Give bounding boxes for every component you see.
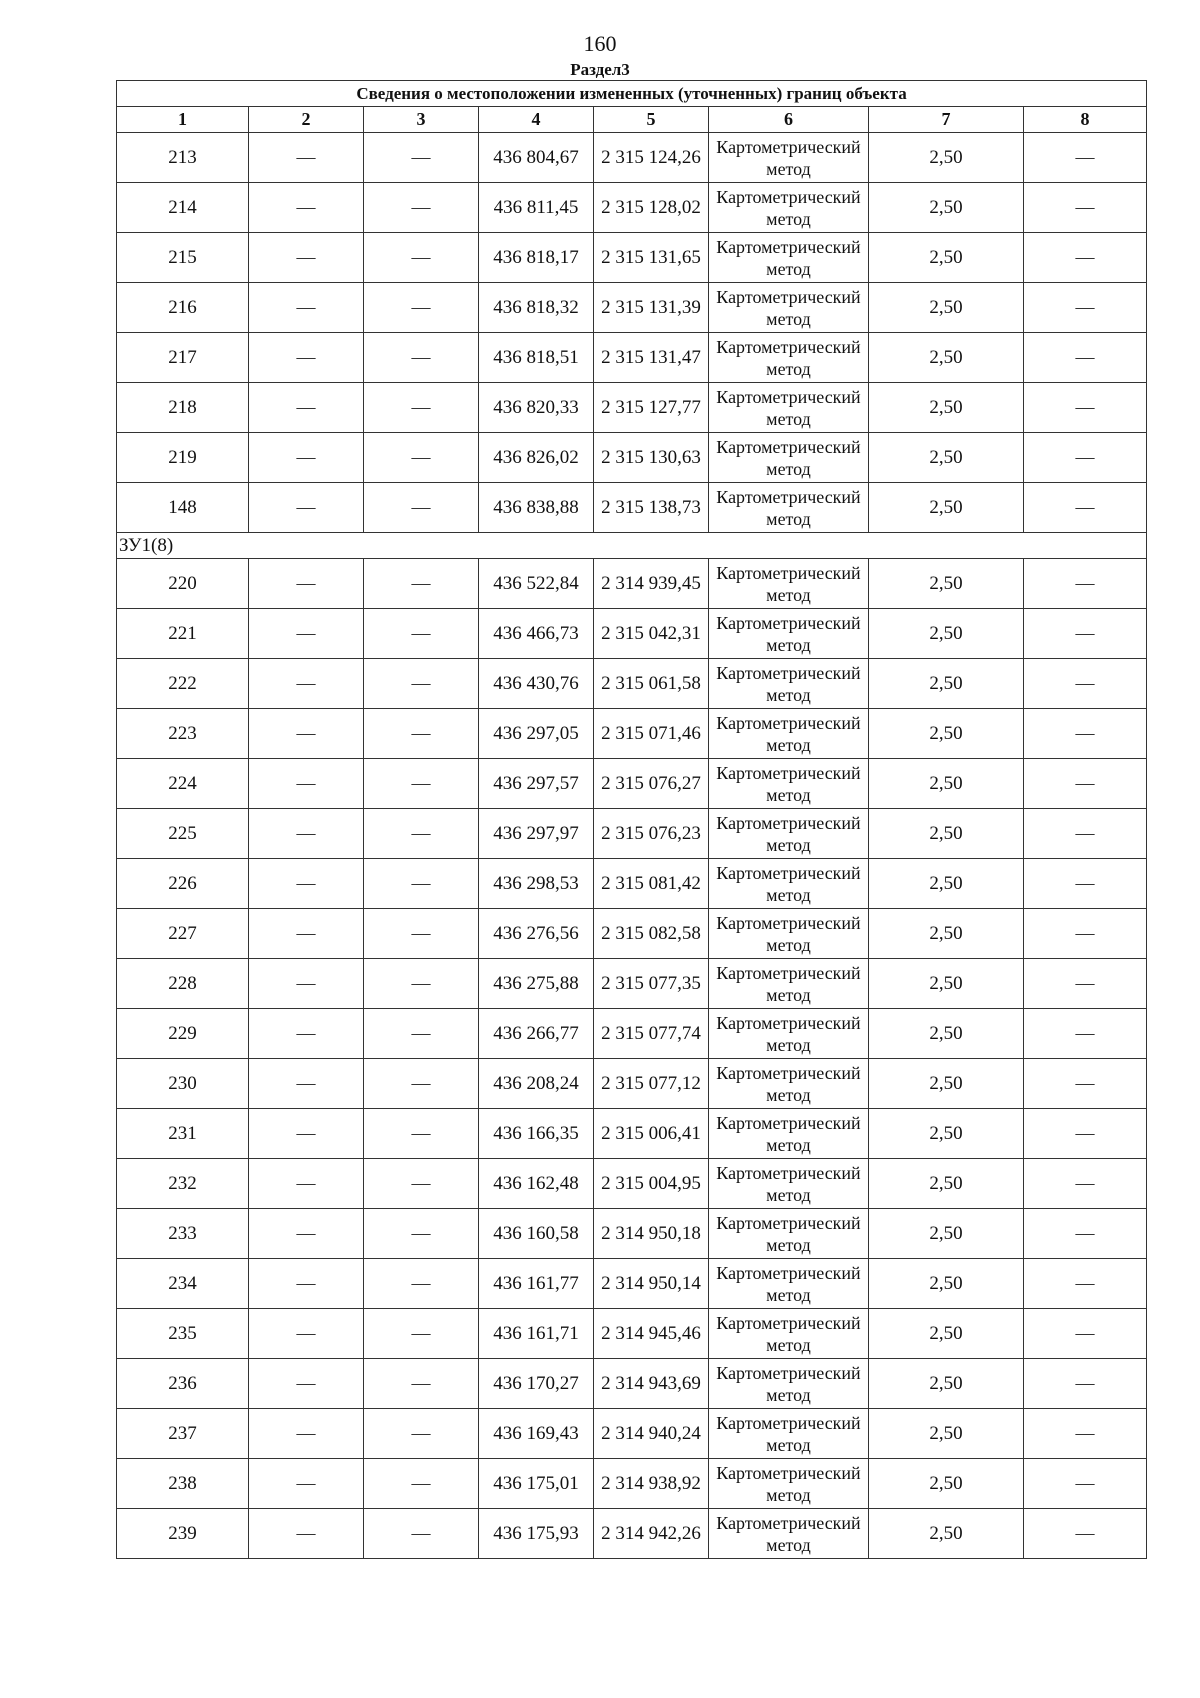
new-y-cell: 2 314 938,92 — [594, 1459, 709, 1509]
accuracy-cell: 2,50 — [869, 333, 1024, 383]
old-y-cell: — — [364, 1159, 479, 1209]
method-cell: Картометрический метод — [709, 809, 869, 859]
description-cell: — — [1024, 709, 1147, 759]
old-y-cell: — — [364, 333, 479, 383]
new-y-cell: 2 315 124,26 — [594, 133, 709, 183]
new-x-cell: 436 522,84 — [479, 559, 594, 609]
new-x-cell: 436 208,24 — [479, 1059, 594, 1109]
table-row — [117, 759, 1147, 809]
new-y-cell: 2 315 004,95 — [594, 1159, 709, 1209]
old-y-cell: — — [364, 233, 479, 283]
page-number: 160 — [583, 31, 617, 56]
table-row — [117, 483, 1147, 533]
description-cell: — — [1024, 433, 1147, 483]
old-x-cell: — — [249, 1459, 364, 1509]
method-cell: Картометрический метод — [709, 859, 869, 909]
old-y-cell: — — [364, 659, 479, 709]
accuracy-cell: 2,50 — [869, 1059, 1024, 1109]
old-y-cell: — — [364, 1309, 479, 1359]
description-cell: — — [1024, 1459, 1147, 1509]
new-x-cell: 436 818,51 — [479, 333, 594, 383]
old-x-cell: — — [249, 1209, 364, 1259]
table-row — [117, 809, 1147, 859]
description-cell: — — [1024, 1109, 1147, 1159]
new-y-cell: 2 315 128,02 — [594, 183, 709, 233]
new-x-cell: 436 811,45 — [479, 183, 594, 233]
old-x-cell: — — [249, 433, 364, 483]
description-cell: — — [1024, 809, 1147, 859]
new-y-cell: 2 315 077,74 — [594, 1009, 709, 1059]
method-cell: Картометрический метод — [709, 709, 869, 759]
old-y-cell: — — [364, 433, 479, 483]
accuracy-cell: 2,50 — [869, 1259, 1024, 1309]
accuracy-cell: 2,50 — [869, 283, 1024, 333]
old-y-cell: — — [364, 709, 479, 759]
accuracy-cell: 2,50 — [869, 909, 1024, 959]
table-row — [117, 859, 1147, 909]
section-title: Раздел3 — [570, 60, 630, 79]
table-row — [117, 1059, 1147, 1109]
column-header-6: 6 — [709, 107, 869, 133]
column-header-2: 2 — [249, 107, 364, 133]
new-x-cell: 436 166,35 — [479, 1109, 594, 1159]
description-cell: — — [1024, 1409, 1147, 1459]
table-row — [117, 1209, 1147, 1259]
method-cell: Картометрический метод — [709, 433, 869, 483]
old-x-cell: — — [249, 1309, 364, 1359]
point-number-cell: 228 — [117, 959, 249, 1009]
old-y-cell: — — [364, 283, 479, 333]
new-x-cell: 436 175,93 — [479, 1509, 594, 1559]
description-cell: — — [1024, 659, 1147, 709]
table-row — [117, 709, 1147, 759]
table-row — [117, 1259, 1147, 1309]
column-header-3: 3 — [364, 107, 479, 133]
old-y-cell: — — [364, 383, 479, 433]
accuracy-cell: 2,50 — [869, 709, 1024, 759]
accuracy-cell: 2,50 — [869, 659, 1024, 709]
new-y-cell: 2 314 942,26 — [594, 1509, 709, 1559]
table-row — [117, 659, 1147, 709]
description-cell: — — [1024, 383, 1147, 433]
new-y-cell: 2 315 042,31 — [594, 609, 709, 659]
accuracy-cell: 2,50 — [869, 383, 1024, 433]
old-x-cell: — — [249, 1109, 364, 1159]
old-y-cell: — — [364, 1409, 479, 1459]
description-cell: — — [1024, 183, 1147, 233]
coordinates-table — [116, 80, 1147, 1559]
method-cell: Картометрический метод — [709, 1009, 869, 1059]
point-number-cell: 233 — [117, 1209, 249, 1259]
accuracy-cell: 2,50 — [869, 1459, 1024, 1509]
description-cell: — — [1024, 1159, 1147, 1209]
table-header-row — [117, 107, 1147, 133]
old-x-cell: — — [249, 959, 364, 1009]
new-y-cell: 2 315 071,46 — [594, 709, 709, 759]
point-number-cell: 224 — [117, 759, 249, 809]
new-y-cell: 2 314 943,69 — [594, 1359, 709, 1409]
method-cell: Картометрический метод — [709, 333, 869, 383]
old-x-cell: — — [249, 233, 364, 283]
old-y-cell: — — [364, 133, 479, 183]
point-number-cell: 222 — [117, 659, 249, 709]
new-y-cell: 2 315 077,12 — [594, 1059, 709, 1109]
column-header-4: 4 — [479, 107, 594, 133]
new-y-cell: 2 315 006,41 — [594, 1109, 709, 1159]
description-cell: — — [1024, 609, 1147, 659]
new-x-cell: 436 297,57 — [479, 759, 594, 809]
column-header-7: 7 — [869, 107, 1024, 133]
accuracy-cell: 2,50 — [869, 133, 1024, 183]
new-x-cell: 436 169,43 — [479, 1409, 594, 1459]
old-y-cell: — — [364, 559, 479, 609]
description-cell: — — [1024, 959, 1147, 1009]
accuracy-cell: 2,50 — [869, 1509, 1024, 1559]
method-cell: Картометрический метод — [709, 1359, 869, 1409]
description-cell: — — [1024, 283, 1147, 333]
description-cell: — — [1024, 559, 1147, 609]
new-y-cell: 2 314 939,45 — [594, 559, 709, 609]
point-number-cell: 213 — [117, 133, 249, 183]
table-body-part-2 — [117, 559, 1147, 1559]
point-number-cell: 219 — [117, 433, 249, 483]
new-y-cell: 2 315 127,77 — [594, 383, 709, 433]
old-y-cell: — — [364, 483, 479, 533]
description-cell: — — [1024, 1009, 1147, 1059]
new-y-cell: 2 314 945,46 — [594, 1309, 709, 1359]
table-row — [117, 1359, 1147, 1409]
column-header-1: 1 — [117, 107, 249, 133]
table-row — [117, 433, 1147, 483]
method-cell: Картометрический метод — [709, 559, 869, 609]
description-cell: — — [1024, 483, 1147, 533]
point-number-cell: 234 — [117, 1259, 249, 1309]
method-cell: Картометрический метод — [709, 1509, 869, 1559]
new-x-cell: 436 818,17 — [479, 233, 594, 283]
old-x-cell: — — [249, 183, 364, 233]
old-y-cell: — — [364, 1109, 479, 1159]
old-x-cell: — — [249, 283, 364, 333]
table-row — [117, 559, 1147, 609]
new-y-cell: 2 315 076,23 — [594, 809, 709, 859]
new-x-cell: 436 175,01 — [479, 1459, 594, 1509]
method-cell: Картометрический метод — [709, 959, 869, 1009]
accuracy-cell: 2,50 — [869, 1159, 1024, 1209]
old-y-cell: — — [364, 609, 479, 659]
method-cell: Картометрический метод — [709, 183, 869, 233]
description-cell: — — [1024, 1209, 1147, 1259]
accuracy-cell: 2,50 — [869, 1309, 1024, 1359]
new-x-cell: 436 818,32 — [479, 283, 594, 333]
table-caption-row — [117, 81, 1147, 107]
method-cell: Картометрический метод — [709, 1459, 869, 1509]
table-row — [117, 1459, 1147, 1509]
table-caption: Сведения о местоположении измененных (уточненных) границ объекта — [117, 81, 1147, 107]
new-x-cell: 436 466,73 — [479, 609, 594, 659]
old-y-cell: — — [364, 183, 479, 233]
accuracy-cell: 2,50 — [869, 1209, 1024, 1259]
description-cell: — — [1024, 759, 1147, 809]
old-x-cell: — — [249, 483, 364, 533]
point-number-cell: 223 — [117, 709, 249, 759]
point-number-cell: 216 — [117, 283, 249, 333]
method-cell: Картометрический метод — [709, 1309, 869, 1359]
table-row — [117, 283, 1147, 333]
description-cell: — — [1024, 333, 1147, 383]
point-number-cell: 235 — [117, 1309, 249, 1359]
method-cell: Картометрический метод — [709, 1259, 869, 1309]
method-cell: Картометрический метод — [709, 233, 869, 283]
new-y-cell: 2 315 130,63 — [594, 433, 709, 483]
method-cell: Картометрический метод — [709, 1159, 869, 1209]
new-x-cell: 436 161,77 — [479, 1259, 594, 1309]
new-x-cell: 436 276,56 — [479, 909, 594, 959]
method-cell: Картометрический метод — [709, 483, 869, 533]
point-number-cell: 238 — [117, 1459, 249, 1509]
accuracy-cell: 2,50 — [869, 483, 1024, 533]
method-cell: Картометрический метод — [709, 1209, 869, 1259]
method-cell: Картометрический метод — [709, 1059, 869, 1109]
column-header-8: 8 — [1024, 107, 1147, 133]
old-x-cell: — — [249, 859, 364, 909]
description-cell: — — [1024, 909, 1147, 959]
old-x-cell: — — [249, 609, 364, 659]
old-x-cell: — — [249, 1509, 364, 1559]
new-x-cell: 436 275,88 — [479, 959, 594, 1009]
new-x-cell: 436 160,58 — [479, 1209, 594, 1259]
old-x-cell: — — [249, 133, 364, 183]
new-x-cell: 436 297,05 — [479, 709, 594, 759]
point-number-cell: 239 — [117, 1509, 249, 1559]
old-y-cell: — — [364, 1359, 479, 1409]
table-row — [117, 1109, 1147, 1159]
method-cell: Картометрический метод — [709, 609, 869, 659]
new-x-cell: 436 838,88 — [479, 483, 594, 533]
table-row — [117, 233, 1147, 283]
accuracy-cell: 2,50 — [869, 959, 1024, 1009]
new-y-cell: 2 315 081,42 — [594, 859, 709, 909]
method-cell: Картометрический метод — [709, 383, 869, 433]
table-row — [117, 909, 1147, 959]
new-x-cell: 436 820,33 — [479, 383, 594, 433]
new-x-cell: 436 804,67 — [479, 133, 594, 183]
old-x-cell: — — [249, 809, 364, 859]
old-y-cell: — — [364, 1259, 479, 1309]
method-cell: Картометрический метод — [709, 659, 869, 709]
old-y-cell: — — [364, 909, 479, 959]
group-label: ЗУ1(8) — [117, 533, 1147, 559]
point-number-cell: 148 — [117, 483, 249, 533]
old-x-cell: — — [249, 759, 364, 809]
point-number-cell: 217 — [117, 333, 249, 383]
accuracy-cell: 2,50 — [869, 1009, 1024, 1059]
old-y-cell: — — [364, 859, 479, 909]
table-row — [117, 959, 1147, 1009]
old-y-cell: — — [364, 809, 479, 859]
description-cell: — — [1024, 1359, 1147, 1409]
table-body-part-1 — [117, 133, 1147, 533]
table-row — [117, 333, 1147, 383]
old-y-cell: — — [364, 1059, 479, 1109]
table-row — [117, 133, 1147, 183]
accuracy-cell: 2,50 — [869, 759, 1024, 809]
old-y-cell: — — [364, 1509, 479, 1559]
method-cell: Картометрический метод — [709, 133, 869, 183]
new-y-cell: 2 315 061,58 — [594, 659, 709, 709]
new-x-cell: 436 298,53 — [479, 859, 594, 909]
table-row — [117, 1509, 1147, 1559]
accuracy-cell: 2,50 — [869, 609, 1024, 659]
old-x-cell: — — [249, 1359, 364, 1409]
accuracy-cell: 2,50 — [869, 1109, 1024, 1159]
table-row — [117, 183, 1147, 233]
old-x-cell: — — [249, 1159, 364, 1209]
new-x-cell: 436 297,97 — [479, 809, 594, 859]
new-x-cell: 436 161,71 — [479, 1309, 594, 1359]
description-cell: — — [1024, 1059, 1147, 1109]
old-y-cell: — — [364, 1009, 479, 1059]
table-row — [117, 609, 1147, 659]
old-y-cell: — — [364, 1459, 479, 1509]
point-number-cell: 227 — [117, 909, 249, 959]
new-x-cell: 436 170,27 — [479, 1359, 594, 1409]
point-number-cell: 220 — [117, 559, 249, 609]
point-number-cell: 231 — [117, 1109, 249, 1159]
new-y-cell: 2 314 950,14 — [594, 1259, 709, 1309]
method-cell: Картометрический метод — [709, 283, 869, 333]
description-cell: — — [1024, 133, 1147, 183]
accuracy-cell: 2,50 — [869, 433, 1024, 483]
accuracy-cell: 2,50 — [869, 233, 1024, 283]
old-y-cell: — — [364, 959, 479, 1009]
accuracy-cell: 2,50 — [869, 1409, 1024, 1459]
table-row — [117, 1409, 1147, 1459]
method-cell: Картометрический метод — [709, 1409, 869, 1459]
new-x-cell: 436 266,77 — [479, 1009, 594, 1059]
old-x-cell: — — [249, 909, 364, 959]
old-x-cell: — — [249, 1259, 364, 1309]
new-y-cell: 2 315 077,35 — [594, 959, 709, 1009]
description-cell: — — [1024, 1509, 1147, 1559]
point-number-cell: 229 — [117, 1009, 249, 1059]
accuracy-cell: 2,50 — [869, 859, 1024, 909]
method-cell: Картометрический метод — [709, 1109, 869, 1159]
column-header-5: 5 — [594, 107, 709, 133]
new-y-cell: 2 315 082,58 — [594, 909, 709, 959]
new-y-cell: 2 315 131,47 — [594, 333, 709, 383]
table-row — [117, 1309, 1147, 1359]
description-cell: — — [1024, 1259, 1147, 1309]
table-row — [117, 383, 1147, 433]
new-x-cell: 436 162,48 — [479, 1159, 594, 1209]
method-cell: Картометрический метод — [709, 909, 869, 959]
group-row — [117, 533, 1147, 559]
new-y-cell: 2 315 138,73 — [594, 483, 709, 533]
point-number-cell: 225 — [117, 809, 249, 859]
accuracy-cell: 2,50 — [869, 559, 1024, 609]
description-cell: — — [1024, 859, 1147, 909]
accuracy-cell: 2,50 — [869, 1359, 1024, 1409]
point-number-cell: 230 — [117, 1059, 249, 1109]
table-row — [117, 1159, 1147, 1209]
point-number-cell: 218 — [117, 383, 249, 433]
new-y-cell: 2 314 940,24 — [594, 1409, 709, 1459]
new-y-cell: 2 315 131,65 — [594, 233, 709, 283]
new-x-cell: 436 430,76 — [479, 659, 594, 709]
accuracy-cell: 2,50 — [869, 183, 1024, 233]
point-number-cell: 214 — [117, 183, 249, 233]
point-number-cell: 215 — [117, 233, 249, 283]
old-x-cell: — — [249, 333, 364, 383]
old-x-cell: — — [249, 559, 364, 609]
new-y-cell: 2 315 076,27 — [594, 759, 709, 809]
description-cell: — — [1024, 233, 1147, 283]
old-y-cell: — — [364, 1209, 479, 1259]
table-row — [117, 1009, 1147, 1059]
point-number-cell: 226 — [117, 859, 249, 909]
point-number-cell: 232 — [117, 1159, 249, 1209]
new-y-cell: 2 315 131,39 — [594, 283, 709, 333]
old-y-cell: — — [364, 759, 479, 809]
point-number-cell: 236 — [117, 1359, 249, 1409]
method-cell: Картометрический метод — [709, 759, 869, 809]
old-x-cell: — — [249, 1059, 364, 1109]
table-group — [117, 533, 1147, 559]
old-x-cell: — — [249, 659, 364, 709]
old-x-cell: — — [249, 709, 364, 759]
point-number-cell: 221 — [117, 609, 249, 659]
old-x-cell: — — [249, 1409, 364, 1459]
old-x-cell: — — [249, 383, 364, 433]
point-number-cell: 237 — [117, 1409, 249, 1459]
accuracy-cell: 2,50 — [869, 809, 1024, 859]
old-x-cell: — — [249, 1009, 364, 1059]
description-cell: — — [1024, 1309, 1147, 1359]
new-y-cell: 2 314 950,18 — [594, 1209, 709, 1259]
new-x-cell: 436 826,02 — [479, 433, 594, 483]
